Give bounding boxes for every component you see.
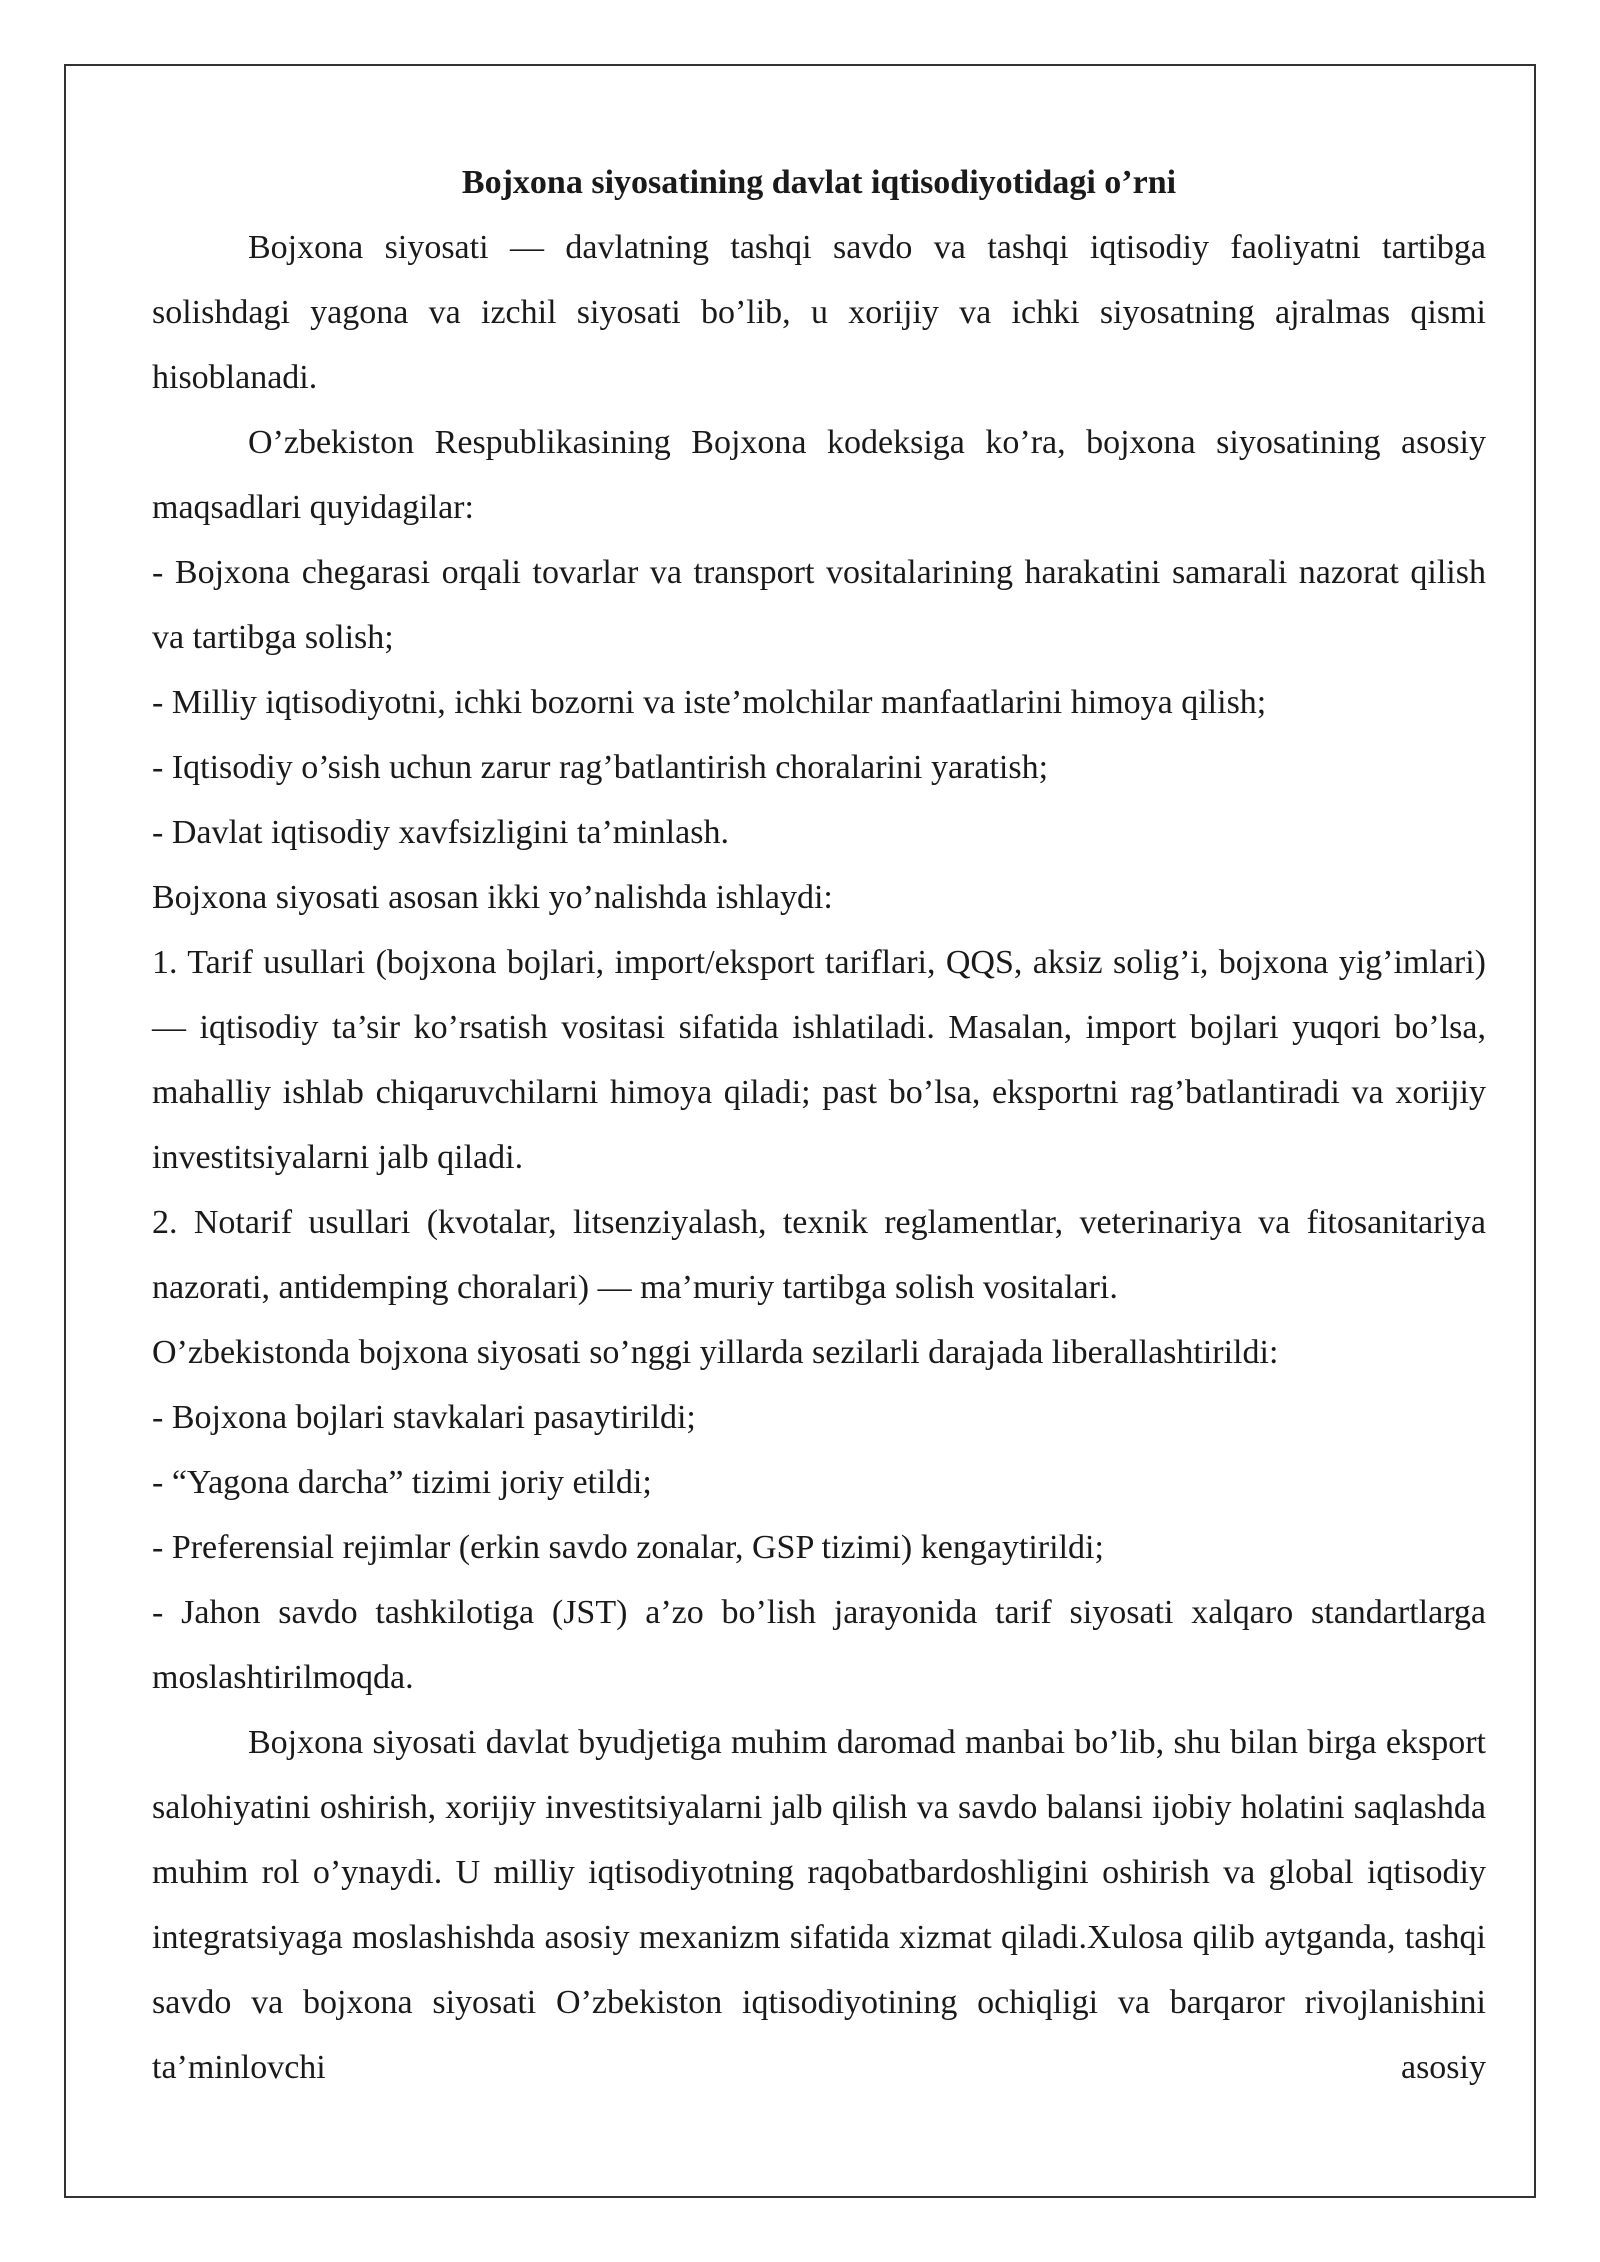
list-item-goal-1: - Bojxona chegarasi orqali tovarlar va transport vositalarining harakatini samarali nazorat qilish va tartibga solish;	[152, 554, 1486, 656]
list-item-liberalization-1: - Bojxona bojlari stavkalari pasaytirildi;	[152, 1399, 696, 1436]
list-item-tariff-methods: 1. Tarif usullari (bojxona bojlari, import/eksport tariflari, QQS, aksiz solig’i, bojxona yig’imlari) — iqtisodiy ta’sir ko’rsatish vositasi sifatida ishlatiladi. Masalan, import bojlari yuqori bo’lsa, mahalliy ishlab chiqaruvchilarni himoya qiladi; past bo’lsa, eksportni rag’batlantiradi va xorijiy investitsiyalarni jalb qiladi.	[152, 944, 1486, 1176]
paragraph-liberalization-intro: O’zbekistonda bojxona siyosati so’nggi yillarda sezilarli darajada liberallashtirildi:	[152, 1334, 1279, 1371]
list-item-goal-3: - Iqtisodiy o’sish uchun zarur rag’batlantirish choralarini yaratish;	[152, 749, 1049, 786]
paragraph-intro: Bojxona siyosati — davlatning tashqi savdo va tashqi iqtisodiy faoliyatni tartibga solishdagi yagona va izchil siyosati bo’lib, u xorijiy va ichki siyosatning ajralmas qismi hisoblanadi.	[152, 229, 1486, 396]
paragraph-directions-intro: Bojxona siyosati asosan ikki yo’nalishda ishlaydi:	[152, 879, 833, 916]
paragraph-conclusion: Bojxona siyosati davlat byudjetiga muhim daromad manbai bo’lib, shu bilan birga eksport salohiyatini oshirish, xorijiy investitsiyalarni jalb qilish va savdo balansi ijobiy holatini saqlashda muhim rol o’ynaydi. U milliy iqtisodiyotning raqobatbardoshligini oshirish va global iqtisodiy integratsiyaga moslashishda asosiy mexanizm sifatida xizmat qiladi.Xulosa qilib aytganda, tashqi savdo va bojxona siyosati O’zbekiston iqtisodiyotining ochiqligi va barqaror rivojlanishini ta’minlovchi asosiy	[152, 1724, 1486, 2086]
list-item-goal-2: - Milliy iqtisodiyotni, ichki bozorni va iste’molchilar manfaatlarini himoya qilish;	[152, 684, 1267, 721]
document-title: Bojxona siyosatining davlat iqtisodiyotidagi o’rni	[461, 164, 1177, 201]
paragraph-goals-intro: O’zbekiston Respublikasining Bojxona kodeksiga ko’ra, bojxona siyosatining asosiy maqsadlari quyidagilar:	[152, 424, 1486, 526]
list-item-nontariff-methods: 2. Notarif usullari (kvotalar, litsenziyalash, texnik reglamentlar, veterinariya va fitosanitariya nazorati, antidemping choralari) — ma’muriy tartibga solish vositalari.	[152, 1204, 1486, 1306]
list-item-goal-4: - Davlat iqtisodiy xavfsizligini ta’minlash.	[152, 814, 729, 851]
document-body	[152, 150, 1486, 2100]
list-item-liberalization-3: - Preferensial rejimlar (erkin savdo zonalar, GSP tizimi) kengaytirildi;	[152, 1529, 1104, 1566]
list-item-liberalization-4: - Jahon savdo tashkilotiga (JST) a’zo bo’lish jarayonida tarif siyosati xalqaro standartlarga moslashtirilmoqda.	[152, 1594, 1486, 1696]
list-item-liberalization-2: - “Yagona darcha” tizimi joriy etildi;	[152, 1464, 652, 1501]
